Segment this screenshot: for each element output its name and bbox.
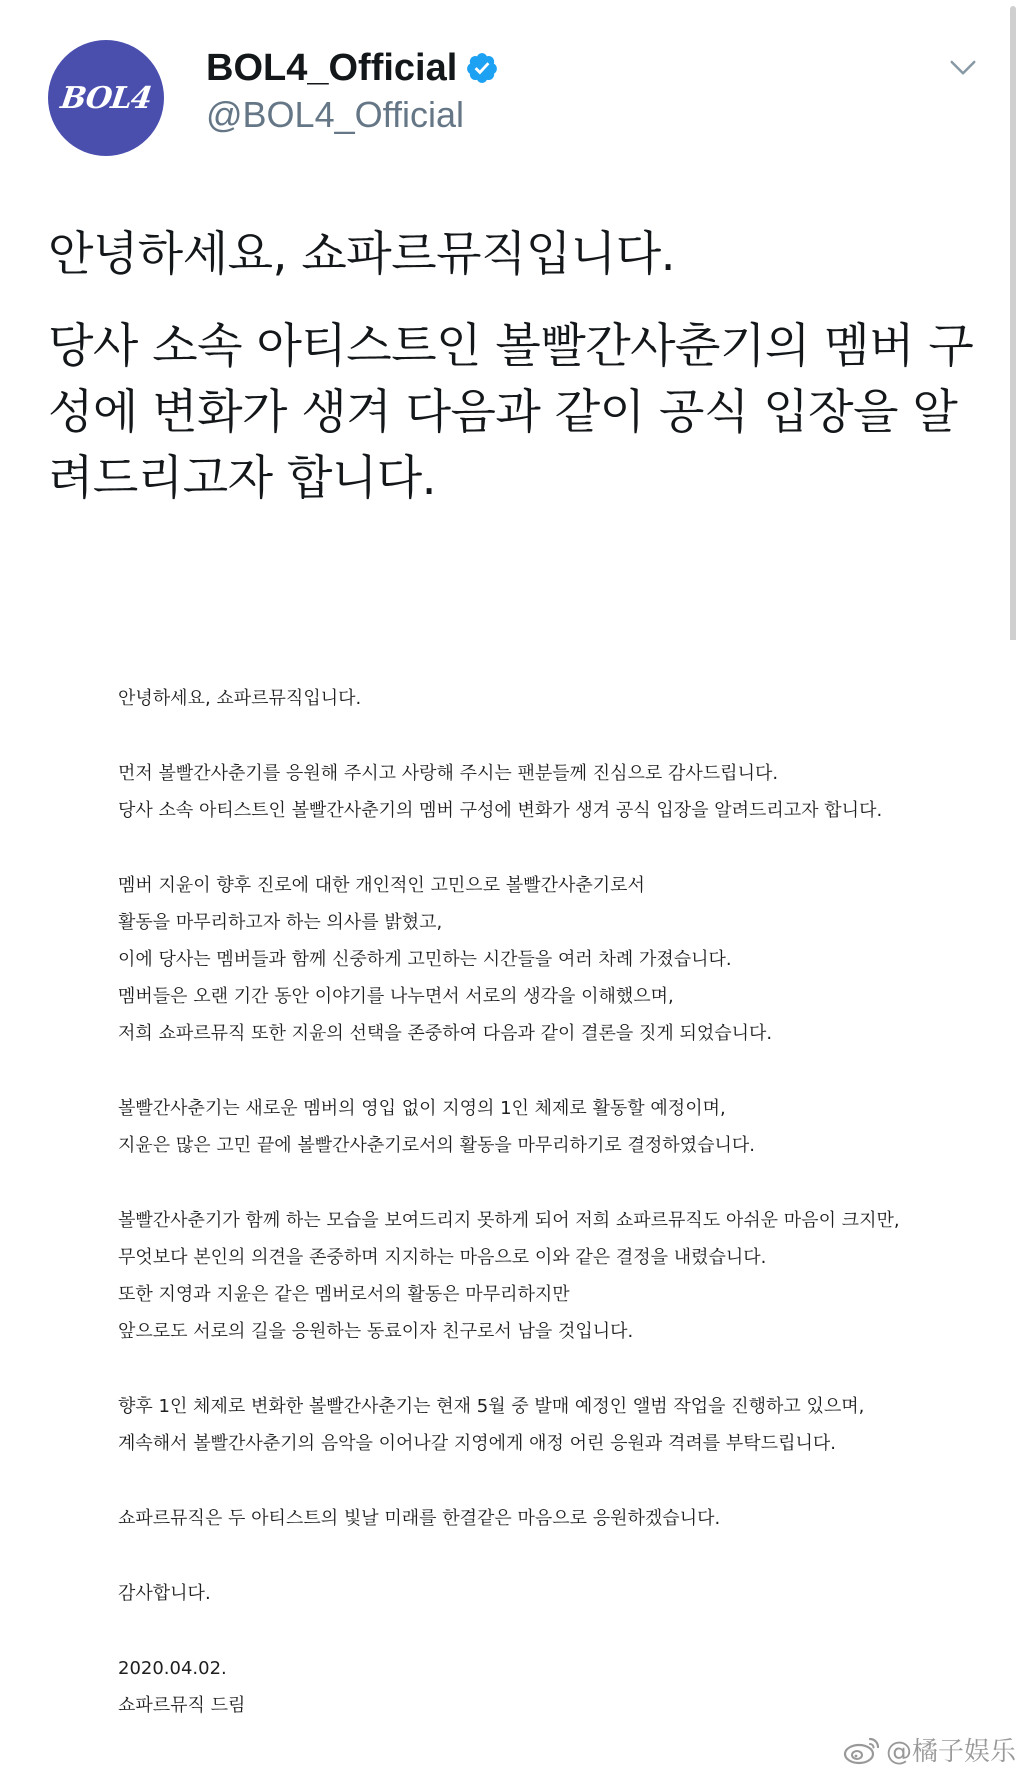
- letter-line: 또한 지영과 지윤은 같은 멤버로서의 활동은 마무리하지만: [118, 1284, 570, 1305]
- letter-line: 지윤은 많은 고민 끝에 볼빨간사춘기로서의 활동을 마무리하기로 결정하였습니다.: [118, 1135, 755, 1156]
- tweet-text: [48, 222, 988, 538]
- letter-signature: 쇼파르뮤직 드림: [118, 1695, 246, 1716]
- tweet-header: [0, 0, 1024, 190]
- letter-line: 안녕하세요, 쇼파르뮤직입니다.: [118, 688, 362, 709]
- letter-gap: [118, 1612, 978, 1650]
- letter-gap: [118, 1350, 978, 1388]
- display-name-row[interactable]: [206, 44, 499, 92]
- letter-line: 볼빨간사춘기가 함께 하는 모습을 보여드리지 못하게 되어 저희 쇼파르뮤직도 아쉬운 마음이 크지만,: [118, 1210, 900, 1231]
- letter-line: 감사합니다.: [118, 1583, 211, 1604]
- letter-line: 활동을 마무리하고자 하는 의사를 밝혔고,: [118, 912, 443, 933]
- attached-statement-image[interactable]: [0, 640, 1024, 1772]
- scrollbar[interactable]: [1010, 6, 1016, 712]
- letter-line: 앞으로도 서로의 길을 응원하는 동료이자 친구로서 남을 것입니다.: [118, 1321, 634, 1342]
- user-handle[interactable]: @BOL4_Official: [206, 94, 464, 135]
- chevron-down-icon[interactable]: [948, 52, 978, 82]
- watermark-text: @橘子娱乐: [885, 1737, 1016, 1767]
- letter-line: 쇼파르뮤직은 두 아티스트의 빛날 미래를 한결같은 마음으로 응원하겠습니다.: [118, 1508, 721, 1529]
- letter-line: 볼빨간사춘기는 새로운 멤버의 영입 없이 지영의 1인 체제로 활동할 예정이며,: [118, 1098, 726, 1119]
- letter-gap: [118, 1052, 978, 1090]
- letter-date: 2020.04.02.: [118, 1658, 227, 1679]
- letter-gap: [118, 1164, 978, 1202]
- letter-gap: [118, 1537, 978, 1575]
- avatar-logo-text: BOL4: [58, 80, 154, 116]
- avatar[interactable]: [48, 40, 164, 156]
- statement-letter: [118, 680, 978, 1724]
- letter-line: 이에 당사는 멤버들과 함께 신중하게 고민하는 시간들을 여러 차례 가졌습니다.: [118, 949, 732, 970]
- letter-line: 당사 소속 아티스트인 볼빨간사춘기의 멤버 구성에 변화가 생겨 공식 입장을 알려드리고자 합니다.: [118, 800, 883, 821]
- letter-line: 무엇보다 본인의 의견을 존중하며 지지하는 마음으로 이와 같은 결정을 내렸습니다.: [118, 1247, 767, 1268]
- letter-line: 저희 쇼파르뮤직 또한 지윤의 선택을 존중하여 다음과 같이 결론을 짓게 되었습니다.: [118, 1023, 773, 1044]
- letter-line: 향후 1인 체제로 변화한 볼빨간사춘기는 현재 5월 중 발매 예정인 앨범 작업을 진행하고 있으며,: [118, 1396, 865, 1417]
- letter-gap: [118, 829, 978, 867]
- letter-line: 먼저 볼빨간사춘기를 응원해 주시고 사랑해 주시는 팬분들께 진심으로 감사드립니다.: [118, 763, 779, 784]
- letter-gap: [118, 1462, 978, 1500]
- tweet-paragraph: 안녕하세요, 쇼파르뮤직입니다.: [48, 227, 676, 282]
- letter-line: 계속해서 볼빨간사춘기의 음악을 이어나갈 지영에게 애정 어린 응원과 격려를 부탁드립니다.: [118, 1433, 836, 1454]
- letter-line: 멤버 지윤이 향후 진로에 대한 개인적인 고민으로 볼빨간사춘기로서: [118, 875, 645, 896]
- letter-gap: [118, 717, 978, 755]
- display-name[interactable]: BOL4_Official: [206, 46, 458, 89]
- weibo-logo-icon: [842, 1735, 882, 1765]
- tweet-paragraph: 당사 소속 아티스트인 볼빨간사춘기의 멤버 구성에 변화가 생겨 다음과 같이 공식 입장을 알려드리고자 합니다.: [48, 319, 974, 506]
- watermark: [842, 1731, 1016, 1768]
- letter-line: 멤버들은 오랜 기간 동안 이야기를 나누면서 서로의 생각을 이해했으며,: [118, 986, 674, 1007]
- verified-badge-icon: [465, 51, 499, 85]
